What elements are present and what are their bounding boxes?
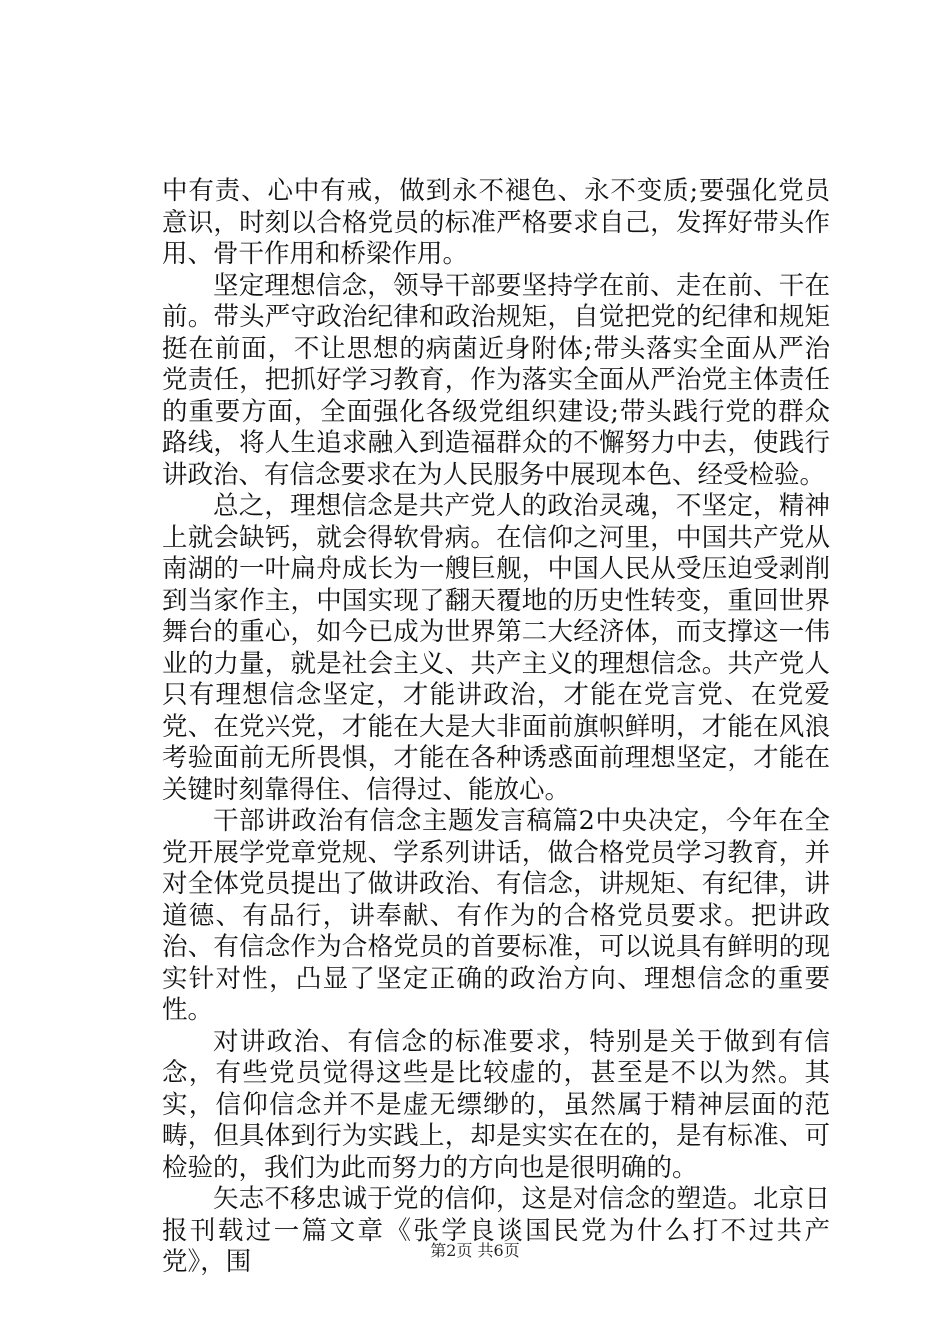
paragraph: 坚定理想信念，领导干部要坚持学在前、走在前、干在前。带头严守政治纪律和政治规矩，自觉把党的纪律和规矩挺在前面，不让思想的病菌近身附体;带头落实全面从严治党责任，把抓好学习教育，作为落实全面从严治党主体责任的重要方面，全面强化各级党组织建设;带头践行党的群众路线，将人生追求融入到造福群众的不懈努力中去，使践行讲政治、有信念要求在为人民服务中展现本色、经受检验。: [162, 270, 830, 490]
body-text: [162, 176, 830, 1279]
paragraph: 干部讲政治有信念主题发言稿篇2中央决定，今年在全党开展学党章党规、学系列讲话，做合格党员学习教育，并对全体党员提出了做讲政治、有信念，讲规矩、有纪律，讲道德、有品行，讲奉献、有作为的合格党员要求。把讲政治、有信念作为合格党员的首要标准，可以说具有鲜明的现实针对性，凸显了坚定正确的政治方向、理想信念的重要性。: [162, 806, 830, 1025]
paragraph: 总之，理想信念是共产党人的政治灵魂，不坚定，精神上就会缺钙，就会得软骨病。在信仰之河里，中国共产党从南湖的一叶扁舟成长为一艘巨舰，中国人民从受压迫受剥削到当家作主，中国实现了翻天覆地的历史性转变，重回世界舞台的重心，如今已成为世界第二大经济体，而支撑这一伟业的力量，就是社会主义、共产主义的理想信念。共产党人只有理想信念坚定，才能讲政治，才能在党言党、在党爱党、在党兴党，才能在大是大非面前旗帜鲜明，才能在风浪考验面前无所畏惧，才能在各种诱惑面前理想坚定，才能在关键时刻靠得住、信得过、能放心。: [162, 491, 830, 805]
paragraph: 对讲政治、有信念的标准要求，特别是关于做到有信念，有些党员觉得这些是比较虚的，甚至是不以为然。其实，信仰信念并不是虚无缥缈的，虽然属于精神层面的范畴，但具体到行为实践上，却是实实在在的，是有标准、可检验的，我们为此而努力的方向也是很明确的。: [162, 1026, 830, 1183]
page-number-footer: 第2页 共6页: [430, 1241, 520, 1260]
paragraph: 矢志不移忠诚于党的信仰，这是对信念的塑造。北京日报刊载过一篇文章《张学良谈国民党为什么打不过共产党》，围: [162, 1184, 830, 1277]
paragraph-continued: 中有责、心中有戒，做到永不褪色、永不变质;要强化党员意识，时刻以合格党员的标准严格要求自己，发挥好带头作用、骨干作用和桥梁作用。: [162, 176, 830, 269]
